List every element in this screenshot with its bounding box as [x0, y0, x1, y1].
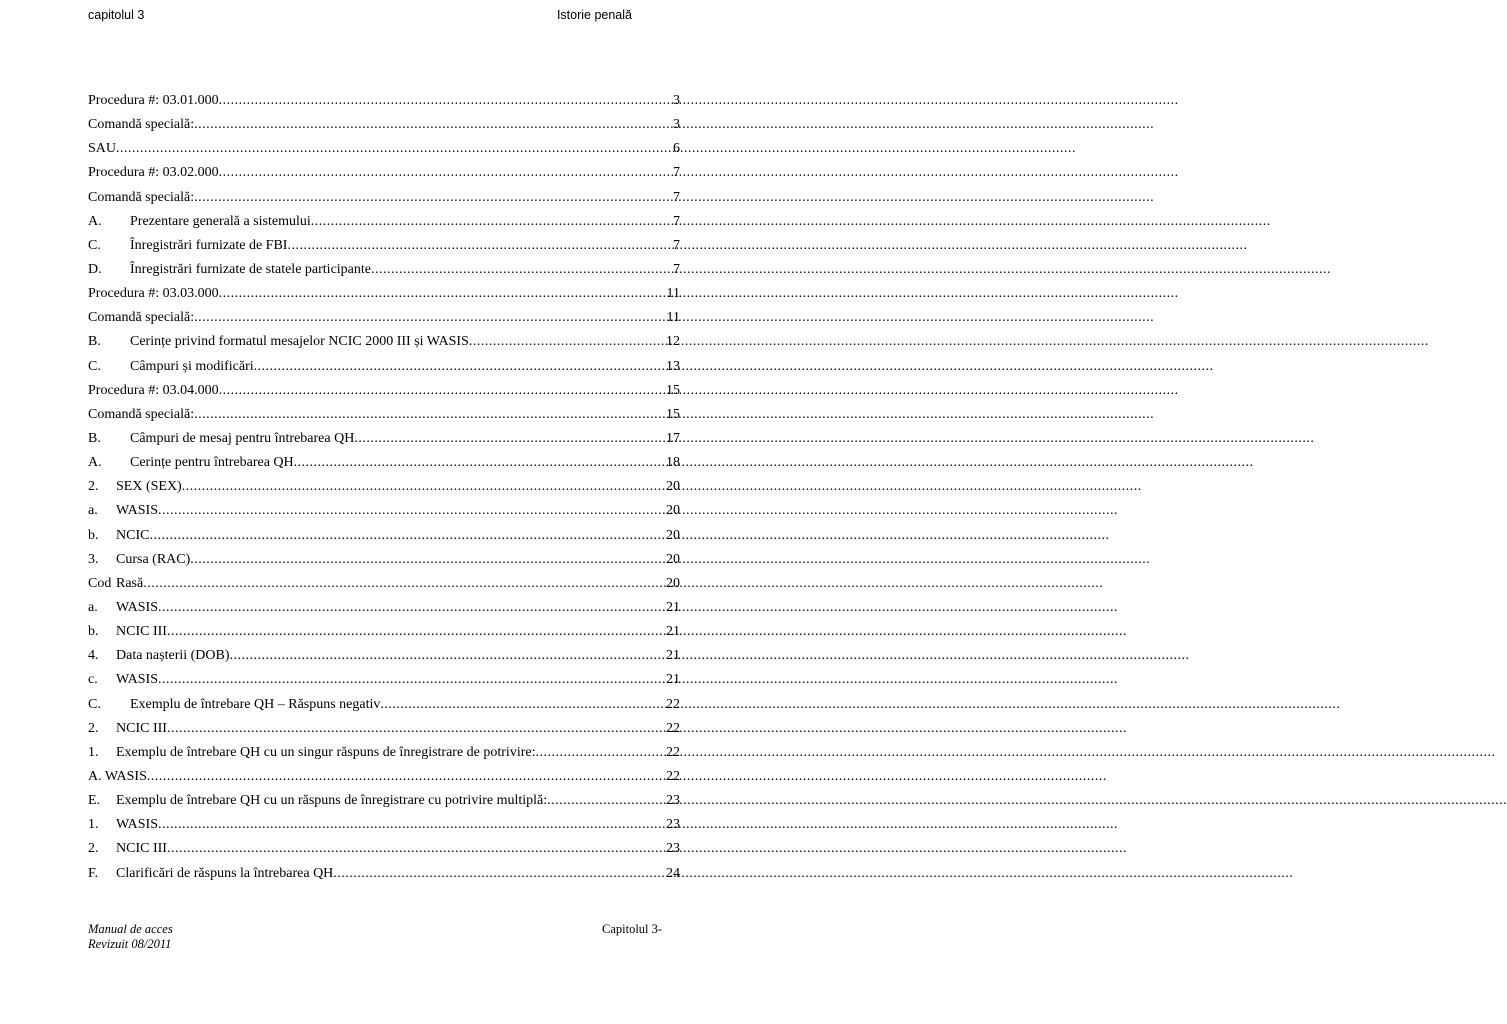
toc-entry-label	[88, 524, 149, 548]
toc-entry-label	[88, 210, 311, 234]
toc-entry-page: 20	[666, 527, 680, 543]
toc-entry-number: a.	[88, 599, 98, 615]
toc-entry-title: Comandă specială:	[88, 117, 195, 133]
toc-dot-leader	[354, 427, 665, 451]
footer-manual-title: Manual de acces	[88, 922, 173, 936]
toc-dot-leader	[219, 282, 666, 306]
toc-dot-leader	[158, 813, 665, 837]
toc-entry-number: E.	[88, 793, 101, 809]
toc-entry-number: Cod	[88, 575, 112, 591]
toc-entry-label	[88, 668, 158, 692]
toc-entry[interactable]	[88, 475, 680, 499]
toc-entry[interactable]	[88, 282, 680, 306]
toc-entry-title: SEX (SEX)	[116, 479, 182, 495]
toc-entry-number: A.	[88, 455, 102, 471]
toc-entry-title: Cursa (RAC)	[116, 551, 191, 567]
toc-entry-title: Procedura #: 03.03.000	[88, 286, 219, 302]
toc-entry-label	[88, 258, 371, 282]
toc-entry-label	[88, 837, 167, 861]
footer-chapter-label: Capitolul 3-	[602, 922, 663, 936]
toc-dot-leader	[380, 693, 665, 717]
toc-entry-label	[88, 113, 194, 137]
toc-entry[interactable]	[88, 403, 680, 427]
toc-dot-leader	[219, 89, 672, 113]
toc-entry-label	[88, 813, 158, 837]
toc-entry-page: 3	[673, 93, 680, 108]
toc-entry-label	[88, 355, 254, 379]
toc-entry-number: D.	[88, 261, 102, 277]
toc-entry-page: 17	[666, 430, 680, 446]
toc-entry-page: 7	[673, 261, 680, 277]
toc-entry-page: 11	[666, 286, 680, 302]
toc-entry[interactable]	[88, 644, 680, 668]
toc-entry-label	[88, 862, 333, 886]
toc-dot-leader	[294, 451, 665, 475]
toc-entry[interactable]	[88, 499, 680, 523]
page-footer	[88, 922, 668, 962]
toc-entry-number: B.	[88, 334, 101, 350]
toc-entry-title: Procedura #: 03.02.000	[88, 165, 219, 181]
table-of-contents	[88, 89, 680, 886]
toc-entry[interactable]	[88, 741, 680, 765]
toc-entry[interactable]	[88, 451, 680, 475]
toc-entry-title: NCIC III	[116, 720, 167, 736]
toc-entry[interactable]	[88, 330, 680, 354]
toc-entry-title: WASIS	[116, 599, 159, 615]
toc-entry-page: 24	[666, 865, 680, 881]
footer-manual-info	[88, 922, 173, 952]
toc-entry[interactable]	[88, 355, 680, 379]
toc-entry-label	[88, 717, 167, 741]
toc-entry[interactable]	[88, 765, 680, 789]
toc-entry-label	[88, 475, 182, 499]
toc-dot-leader	[219, 161, 672, 185]
toc-entry-label	[88, 306, 194, 330]
section-title: Istorie penală	[556, 8, 632, 22]
toc-entry[interactable]	[88, 717, 680, 741]
toc-dot-leader	[182, 475, 665, 499]
toc-dot-leader	[167, 620, 665, 644]
toc-dot-leader	[311, 210, 672, 234]
toc-entry-title: Rasă	[116, 575, 144, 591]
toc-dot-leader	[194, 403, 665, 427]
toc-entry-page: 21	[666, 672, 680, 688]
toc-entry-number: F.	[88, 865, 99, 881]
toc-entry[interactable]	[88, 137, 680, 161]
toc-entry-title: NCIC III	[116, 841, 167, 857]
toc-entry-title: Clarificări de răspuns la întrebarea QH	[116, 865, 334, 881]
toc-entry-number: A.	[88, 213, 102, 229]
toc-entry-page: 22	[666, 696, 680, 712]
toc-entry-page: 23	[666, 841, 680, 857]
toc-entry-number: 2.	[88, 479, 99, 495]
toc-entry[interactable]	[88, 862, 680, 886]
toc-entry[interactable]	[88, 572, 680, 596]
toc-dot-leader	[194, 186, 672, 210]
toc-dot-leader	[147, 765, 665, 789]
toc-entry-title: WASIS	[116, 817, 159, 833]
toc-entry-title: Prezentare generală a sistemului	[130, 213, 311, 229]
toc-entry[interactable]	[88, 548, 680, 572]
toc-dot-leader	[254, 355, 665, 379]
toc-entry[interactable]	[88, 789, 680, 813]
toc-entry-page: 15	[666, 406, 680, 422]
toc-entry[interactable]	[88, 210, 680, 234]
toc-dot-leader	[116, 137, 672, 161]
toc-entry-label	[88, 548, 190, 572]
toc-dot-leader	[230, 644, 665, 668]
toc-entry-title: A. WASIS	[88, 768, 147, 784]
toc-entry[interactable]	[88, 113, 680, 137]
toc-entry-title: NCIC III	[116, 624, 167, 640]
toc-dot-leader	[158, 668, 665, 692]
toc-entry-number: 2.	[88, 841, 99, 857]
toc-entry-title: Exemplu de întrebare QH cu un răspuns de înregistrare cu potrivire multiplă:	[116, 793, 548, 809]
toc-entry-title: Procedura #: 03.01.000	[88, 93, 219, 108]
toc-dot-leader	[194, 113, 672, 137]
toc-entry-label	[88, 596, 158, 620]
toc-entry-page: 22	[666, 720, 680, 736]
toc-entry[interactable]	[88, 306, 680, 330]
toc-entry-label	[88, 379, 219, 403]
toc-dot-leader	[158, 596, 665, 620]
toc-entry-page: 20	[666, 575, 680, 591]
toc-entry-title: Exemplu de întrebare QH – Răspuns negativ	[130, 696, 381, 712]
toc-entry-label	[88, 765, 147, 789]
toc-entry-label	[88, 403, 194, 427]
toc-entry-page: 22	[666, 768, 680, 784]
toc-entry-number: c.	[88, 672, 98, 688]
toc-entry-page: 7	[673, 165, 680, 181]
toc-entry-page: 7	[673, 213, 680, 229]
toc-entry-page: 7	[673, 237, 680, 253]
toc-entry-number: C.	[88, 696, 101, 712]
toc-entry-title: WASIS	[116, 503, 159, 519]
toc-entry-page: 12	[666, 334, 680, 350]
toc-entry-label	[88, 161, 219, 185]
footer-revision: Revizuit 08/2011	[88, 937, 172, 951]
toc-entry-label	[88, 330, 469, 354]
toc-dot-leader	[149, 524, 665, 548]
toc-entry-page: 20	[666, 479, 680, 495]
toc-entry[interactable]	[88, 813, 680, 837]
toc-entry-label	[88, 186, 194, 210]
toc-entry-label	[88, 89, 219, 113]
toc-entry-page: 23	[666, 817, 680, 833]
toc-entry[interactable]	[88, 379, 680, 403]
toc-dot-leader	[469, 330, 665, 354]
toc-entry-number: 4.	[88, 648, 99, 664]
toc-entry-number: b.	[88, 624, 99, 640]
chapter-label: capitolul 3	[88, 8, 145, 22]
toc-entry-number: 1.	[88, 744, 99, 760]
toc-entry-page: 7	[673, 189, 680, 205]
toc-dot-leader	[333, 862, 665, 886]
toc-entry-label	[88, 644, 230, 668]
toc-entry[interactable]	[88, 668, 680, 692]
toc-entry-page: 20	[666, 503, 680, 519]
toc-entry-title: Câmpuri și modificări	[130, 358, 254, 374]
toc-entry-number: a.	[88, 503, 98, 519]
toc-entry-number: C.	[88, 237, 101, 253]
toc-entry-label	[88, 451, 294, 475]
toc-entry-number: 2.	[88, 720, 99, 736]
toc-entry-label	[88, 693, 380, 717]
toc-dot-leader	[167, 717, 665, 741]
toc-entry-page: 21	[666, 648, 680, 664]
toc-entry-label	[88, 789, 547, 813]
toc-entry-number: b.	[88, 527, 99, 543]
toc-entry[interactable]	[88, 427, 680, 451]
toc-entry-title: Înregistrări furnizate de statele participante	[130, 261, 371, 277]
toc-entry-page: 22	[666, 744, 680, 760]
toc-entry-page: 6	[673, 141, 680, 157]
toc-entry-page: 15	[666, 382, 680, 398]
toc-entry-title: Comandă specială:	[88, 189, 195, 205]
toc-dot-leader	[287, 234, 672, 258]
toc-entry-number: 3.	[88, 551, 99, 567]
toc-entry-title: Cerințe pentru întrebarea QH	[130, 455, 294, 471]
toc-entry-number: 1.	[88, 817, 99, 833]
toc-dot-leader	[158, 499, 665, 523]
toc-entry-title: SAU	[88, 141, 117, 157]
toc-entry-title: Exemplu de întrebare QH cu un singur răspuns de înregistrare de potrivire:	[116, 744, 536, 760]
toc-entry-page: 21	[666, 599, 680, 615]
toc-entry[interactable]	[88, 693, 680, 717]
toc-dot-leader	[190, 548, 665, 572]
toc-entry[interactable]	[88, 234, 680, 258]
toc-entry-title: Procedura #: 03.04.000	[88, 382, 219, 398]
toc-entry-page: 3	[673, 117, 680, 133]
toc-entry-label	[88, 234, 287, 258]
toc-entry-label	[88, 499, 158, 523]
toc-entry[interactable]	[88, 596, 680, 620]
toc-dot-leader	[535, 741, 665, 765]
toc-entry-number: C.	[88, 358, 101, 374]
toc-entry-label	[88, 137, 116, 161]
toc-entry-page: 13	[666, 358, 680, 374]
toc-entry[interactable]	[88, 524, 680, 548]
toc-entry-title: NCIC	[116, 527, 150, 543]
toc-dot-leader	[167, 837, 665, 861]
toc-entry-label	[88, 572, 143, 596]
toc-entry-page: 21	[666, 624, 680, 640]
toc-entry-title: Cerințe privind formatul mesajelor NCIC 2000 III și WASIS	[130, 334, 469, 350]
toc-entry-page: 11	[666, 310, 680, 326]
toc-dot-leader	[143, 572, 665, 596]
toc-entry-label	[88, 741, 535, 765]
toc-entry[interactable]	[88, 161, 680, 185]
toc-entry[interactable]	[88, 89, 680, 113]
toc-entry-title: WASIS	[116, 672, 159, 688]
toc-entry-label	[88, 282, 219, 306]
toc-entry[interactable]	[88, 258, 680, 282]
toc-dot-leader	[371, 258, 672, 282]
toc-entry[interactable]	[88, 186, 680, 210]
toc-entry-title: Înregistrări furnizate de FBI	[130, 237, 288, 253]
toc-entry-page: 20	[666, 551, 680, 567]
toc-dot-leader	[219, 379, 665, 403]
toc-entry-title: Câmpuri de mesaj pentru întrebarea QH	[130, 430, 355, 446]
toc-entry-label	[88, 427, 354, 451]
toc-entry-title: Comandă specială:	[88, 406, 195, 422]
toc-entry[interactable]	[88, 837, 680, 861]
toc-entry-label	[88, 620, 167, 644]
toc-dot-leader	[194, 306, 665, 330]
toc-entry-title: Comandă specială:	[88, 310, 195, 326]
toc-entry-page: 18	[666, 455, 680, 471]
toc-entry-page: 23	[666, 793, 680, 809]
page-header	[88, 8, 632, 28]
toc-entry-number: B.	[88, 430, 101, 446]
toc-entry-title: Data nașterii (DOB)	[116, 648, 230, 664]
toc-entry[interactable]	[88, 620, 680, 644]
toc-dot-leader	[547, 789, 665, 813]
